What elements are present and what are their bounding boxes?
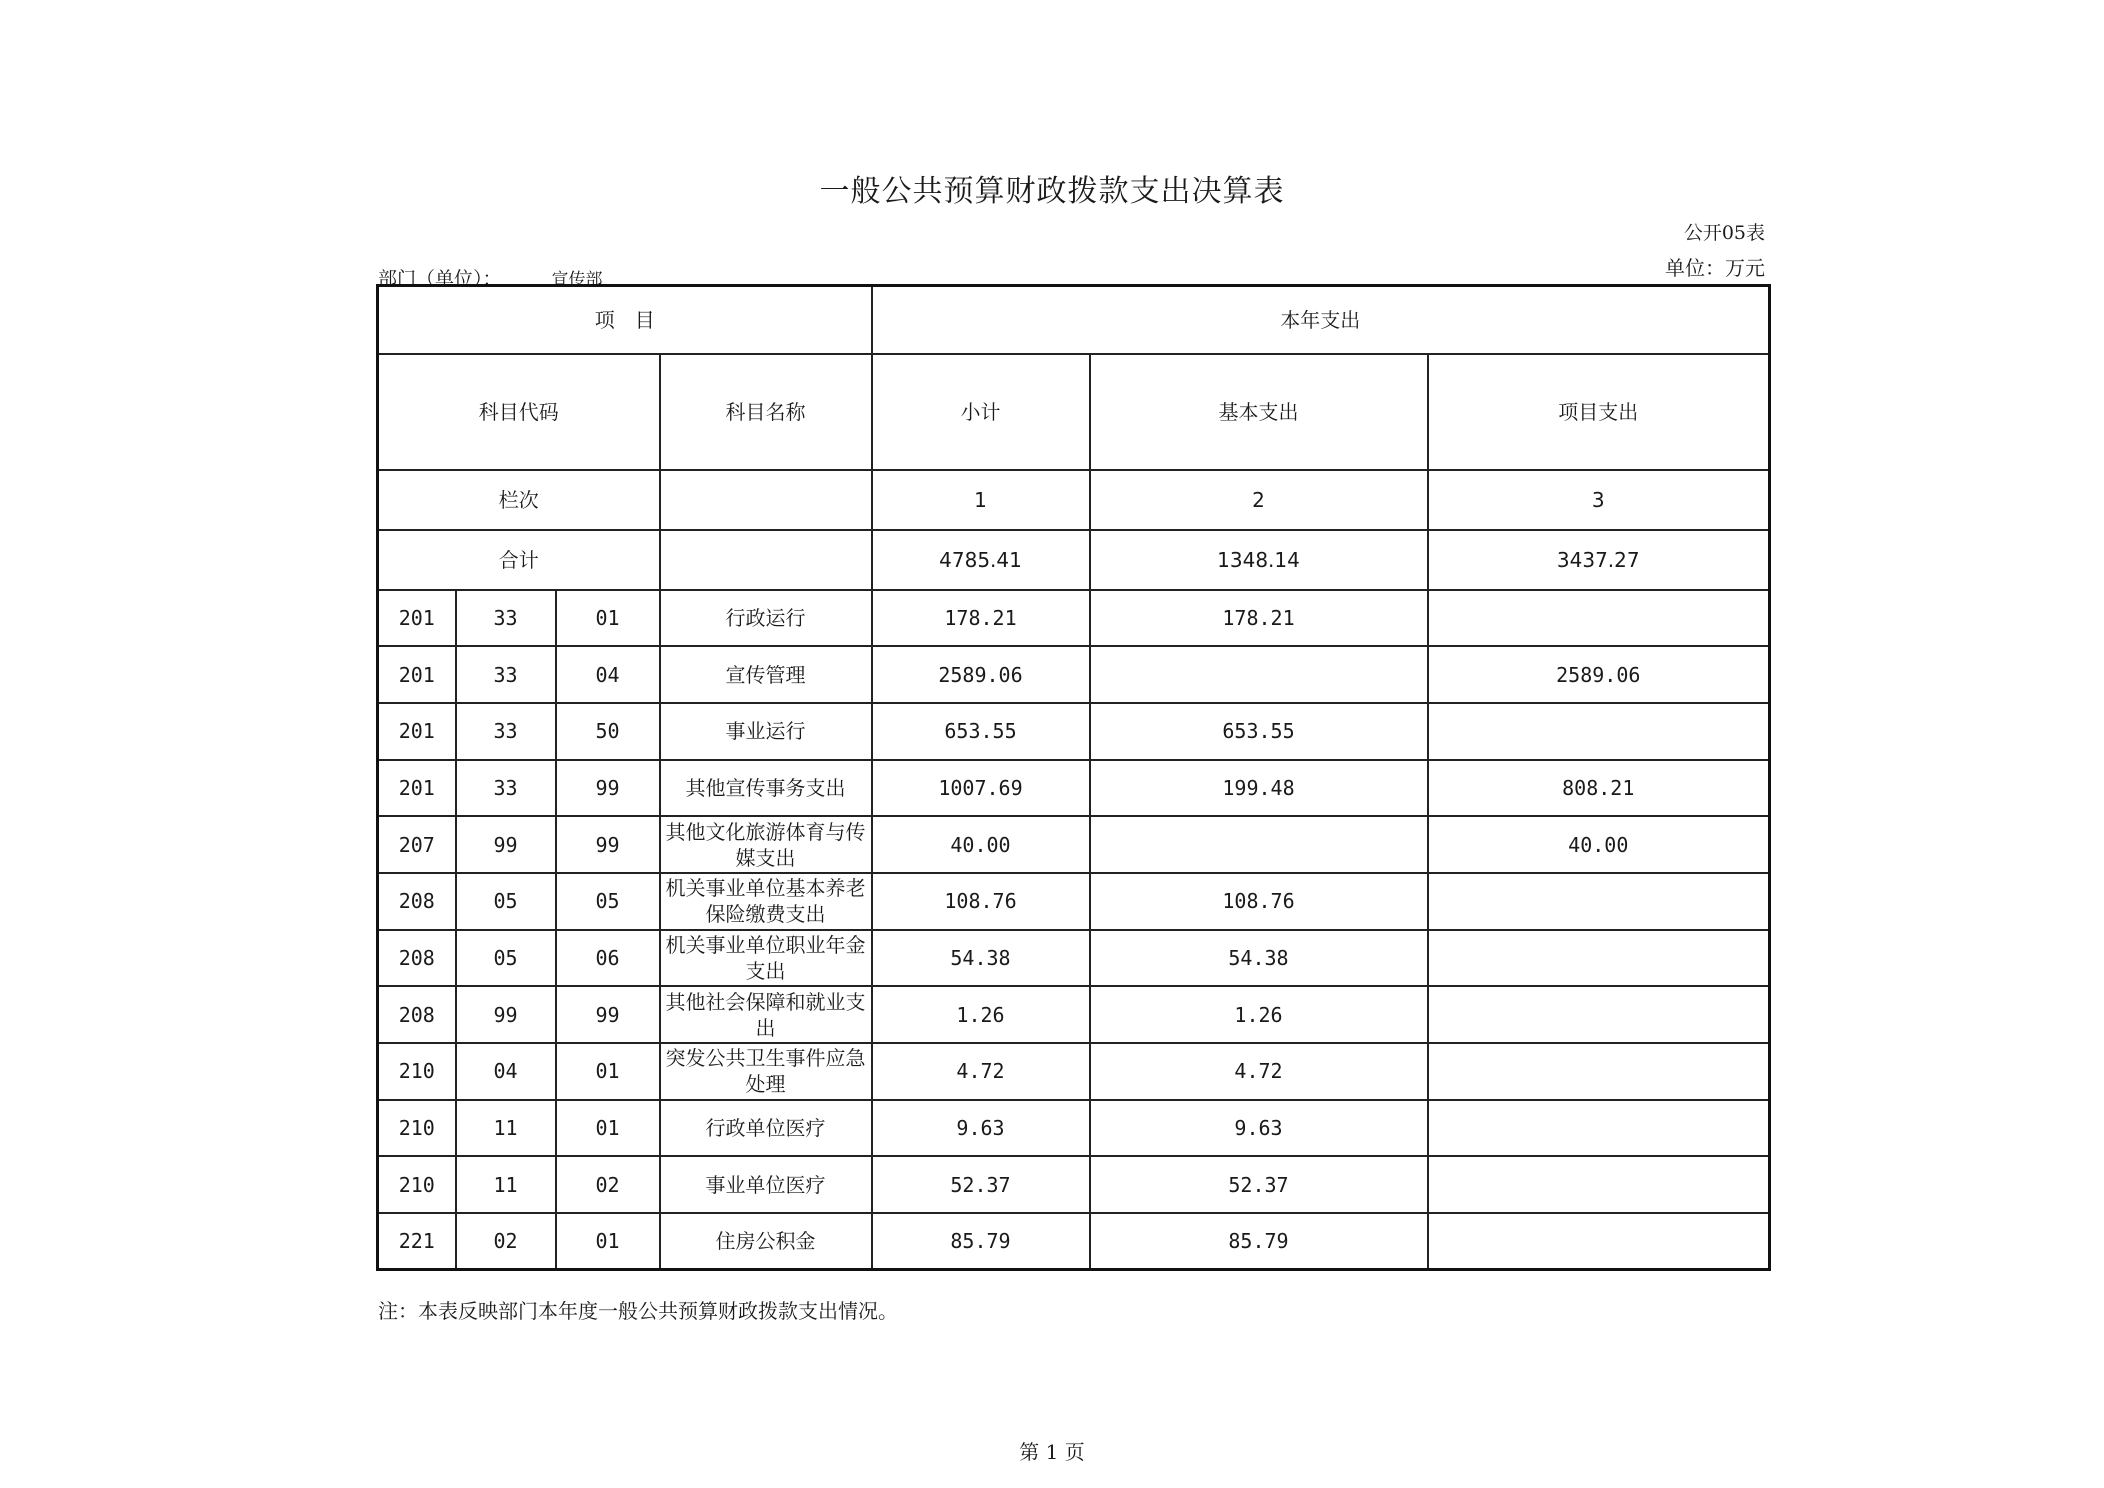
expenditure-table — [376, 284, 1771, 1271]
table-row — [378, 760, 1770, 817]
subject-name: 住房公积金 — [660, 1213, 872, 1270]
code-item: 99 — [556, 760, 660, 817]
code-class: 210 — [378, 1043, 456, 1100]
header-basic: 基本支出 — [1090, 354, 1428, 470]
code-section: 11 — [456, 1156, 556, 1213]
subject-name: 突发公共卫生事件应急处理 — [660, 1043, 872, 1100]
code-class: 221 — [378, 1213, 456, 1270]
column-label: 栏次 — [378, 470, 660, 530]
code-item: 50 — [556, 703, 660, 760]
code-item: 01 — [556, 1213, 660, 1270]
code-item: 02 — [556, 1156, 660, 1213]
code-class: 208 — [378, 873, 456, 930]
code-class: 210 — [378, 1156, 456, 1213]
table-row — [378, 1156, 1770, 1213]
code-item: 01 — [556, 1100, 660, 1157]
code-class: 208 — [378, 930, 456, 987]
subtotal: 52.37 — [872, 1156, 1090, 1213]
code-item: 01 — [556, 1043, 660, 1100]
subject-name: 其他文化旅游体育与传媒支出 — [660, 816, 872, 873]
total-label: 合计 — [378, 530, 660, 590]
footnote: 注：本表反映部门本年度一般公共预算财政拨款支出情况。 — [378, 1299, 898, 1323]
code-section: 33 — [456, 760, 556, 817]
code-item: 06 — [556, 930, 660, 987]
header-row-1 — [378, 286, 1770, 354]
code-section: 02 — [456, 1213, 556, 1270]
code-section: 05 — [456, 873, 556, 930]
subtotal: 108.76 — [872, 873, 1090, 930]
header-project-expense: 项目支出 — [1428, 354, 1770, 470]
subject-name: 行政运行 — [660, 590, 872, 647]
subtotal: 9.63 — [872, 1100, 1090, 1157]
subject-name: 机关事业单位职业年金支出 — [660, 930, 872, 987]
total-row — [378, 530, 1770, 590]
code-item: 04 — [556, 646, 660, 703]
header-subtotal: 小计 — [872, 354, 1090, 470]
subject-name: 其他宣传事务支出 — [660, 760, 872, 817]
project-expense — [1428, 703, 1770, 760]
column-1: 1 — [872, 470, 1090, 530]
subject-name: 其他社会保障和就业支出 — [660, 986, 872, 1043]
page-title: 一般公共预算财政拨款支出决算表 — [819, 174, 1285, 209]
code-section: 99 — [456, 986, 556, 1043]
code-section: 99 — [456, 816, 556, 873]
subtotal: 653.55 — [872, 703, 1090, 760]
department-label: 部门（单位）： — [378, 268, 502, 290]
table-row — [378, 646, 1770, 703]
table-row — [378, 1043, 1770, 1100]
subject-name: 事业单位医疗 — [660, 1156, 872, 1213]
table-row — [378, 1213, 1770, 1270]
project-expense — [1428, 1156, 1770, 1213]
header-code: 科目代码 — [378, 354, 660, 470]
subtotal: 1.26 — [872, 986, 1090, 1043]
code-class: 201 — [378, 590, 456, 647]
table-row — [378, 703, 1770, 760]
project-expense — [1428, 1043, 1770, 1100]
form-number: 公开05表 — [1683, 222, 1765, 244]
table-row — [378, 590, 1770, 647]
basic-expense: 52.37 — [1090, 1156, 1428, 1213]
subtotal: 1007.69 — [872, 760, 1090, 817]
subtotal: 2589.06 — [872, 646, 1090, 703]
basic-expense — [1090, 646, 1428, 703]
header-row-2 — [378, 354, 1770, 470]
code-item: 99 — [556, 816, 660, 873]
code-item: 99 — [556, 986, 660, 1043]
code-class: 207 — [378, 816, 456, 873]
code-section: 33 — [456, 646, 556, 703]
code-item: 05 — [556, 873, 660, 930]
subject-name: 机关事业单位基本养老保险缴费支出 — [660, 873, 872, 930]
total-empty — [660, 530, 872, 590]
unit-label: 单位：万元 — [1665, 256, 1765, 280]
page-number: 第 1 页 — [1019, 1440, 1085, 1464]
subtotal: 40.00 — [872, 816, 1090, 873]
project-expense: 2589.06 — [1428, 646, 1770, 703]
header-project: 项 目 — [378, 286, 872, 354]
code-class: 210 — [378, 1100, 456, 1157]
project-expense — [1428, 873, 1770, 930]
subtotal: 4.72 — [872, 1043, 1090, 1100]
code-class: 208 — [378, 986, 456, 1043]
basic-expense: 108.76 — [1090, 873, 1428, 930]
subject-name: 行政单位医疗 — [660, 1100, 872, 1157]
project-expense — [1428, 986, 1770, 1043]
project-expense — [1428, 590, 1770, 647]
subtotal: 54.38 — [872, 930, 1090, 987]
subtotal: 85.79 — [872, 1213, 1090, 1270]
table-row — [378, 986, 1770, 1043]
code-class: 201 — [378, 760, 456, 817]
table-row — [378, 816, 1770, 873]
table-row — [378, 930, 1770, 987]
project-expense: 40.00 — [1428, 816, 1770, 873]
basic-expense: 85.79 — [1090, 1213, 1428, 1270]
code-section: 33 — [456, 703, 556, 760]
project-expense — [1428, 930, 1770, 987]
code-class: 201 — [378, 703, 456, 760]
column-empty — [660, 470, 872, 530]
code-section: 05 — [456, 930, 556, 987]
total-project: 3437.27 — [1428, 530, 1770, 590]
subtotal: 178.21 — [872, 590, 1090, 647]
basic-expense: 54.38 — [1090, 930, 1428, 987]
basic-expense — [1090, 816, 1428, 873]
basic-expense: 199.48 — [1090, 760, 1428, 817]
subject-name: 宣传管理 — [660, 646, 872, 703]
department-value: 宣传部 — [551, 270, 603, 290]
total-subtotal: 4785.41 — [872, 530, 1090, 590]
basic-expense: 653.55 — [1090, 703, 1428, 760]
basic-expense: 178.21 — [1090, 590, 1428, 647]
basic-expense: 4.72 — [1090, 1043, 1428, 1100]
column-2: 2 — [1090, 470, 1428, 530]
header-name: 科目名称 — [660, 354, 872, 470]
project-expense: 808.21 — [1428, 760, 1770, 817]
code-section: 11 — [456, 1100, 556, 1157]
code-section: 33 — [456, 590, 556, 647]
table-row — [378, 873, 1770, 930]
column-number-row — [378, 470, 1770, 530]
basic-expense: 9.63 — [1090, 1100, 1428, 1157]
project-expense — [1428, 1100, 1770, 1157]
header-current-year: 本年支出 — [872, 286, 1770, 354]
subject-name: 事业运行 — [660, 703, 872, 760]
total-basic: 1348.14 — [1090, 530, 1428, 590]
basic-expense: 1.26 — [1090, 986, 1428, 1043]
project-expense — [1428, 1213, 1770, 1270]
code-item: 01 — [556, 590, 660, 647]
table-row — [378, 1100, 1770, 1157]
column-3: 3 — [1428, 470, 1770, 530]
code-section: 04 — [456, 1043, 556, 1100]
code-class: 201 — [378, 646, 456, 703]
